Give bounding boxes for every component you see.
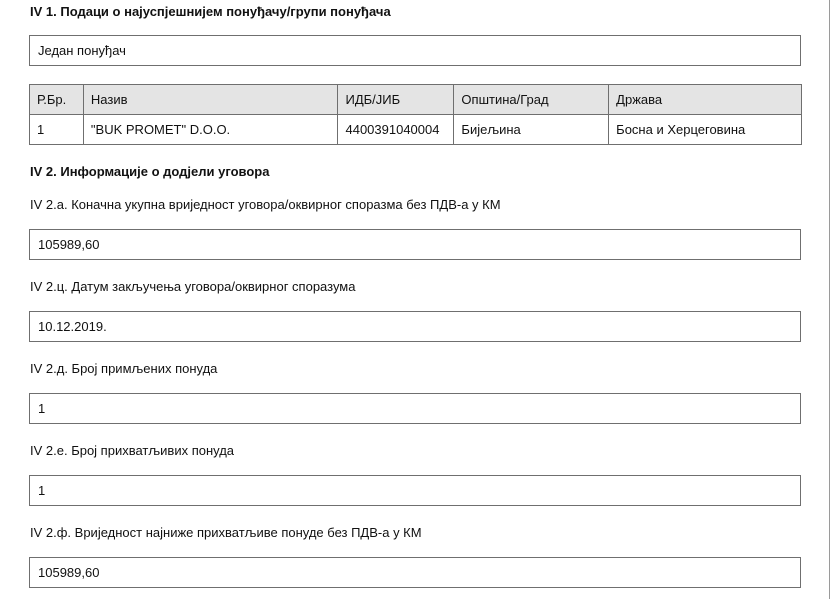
received-bids-field: 1 <box>29 393 801 424</box>
acceptable-bids-label: IV 2.е. Број прихватљивих понуда <box>30 443 235 458</box>
contract-value-field: 105989,60 <box>29 229 801 260</box>
section-1-title: IV 1. Подаци о најуспјешнијем понуђачу/групи понуђача <box>30 4 391 19</box>
bidder-type-field: Један понуђач <box>29 35 801 66</box>
table-header-row <box>30 85 802 115</box>
table-row <box>30 115 802 145</box>
section-2-title: IV 2. Информације о додјели уговора <box>30 164 270 179</box>
bidders-table <box>29 84 802 145</box>
cell-id: 4400391040004 <box>338 115 454 145</box>
lowest-bid-value-label: IV 2.ф. Вриједност најниже прихватљиве понуде без ПДВ-а у КМ <box>30 525 422 540</box>
contract-value-label: IV 2.а. Коначна укупна вриједност уговора/оквирног споразма без ПДВ-а у КМ <box>30 197 501 212</box>
acceptable-bids-field: 1 <box>29 475 801 506</box>
column-header-name: Назив <box>83 85 338 115</box>
cell-name: "BUK PROMET" D.O.O. <box>83 115 338 145</box>
cell-municipality: Бијељина <box>454 115 609 145</box>
contract-date-label: IV 2.ц. Датум закључења уговора/оквирног споразума <box>30 279 356 294</box>
column-header-municipality: Општина/Град <box>454 85 609 115</box>
column-header-number: Р.Бр. <box>30 85 84 115</box>
cell-country: Босна и Херцеговина <box>609 115 802 145</box>
column-header-country: Држава <box>609 85 802 115</box>
cell-number: 1 <box>30 115 84 145</box>
received-bids-label: IV 2.д. Број примљених понуда <box>30 361 218 376</box>
lowest-bid-value-field: 105989,60 <box>29 557 801 588</box>
contract-date-field: 10.12.2019. <box>29 311 801 342</box>
column-header-id: ИДБ/ЈИБ <box>338 85 454 115</box>
